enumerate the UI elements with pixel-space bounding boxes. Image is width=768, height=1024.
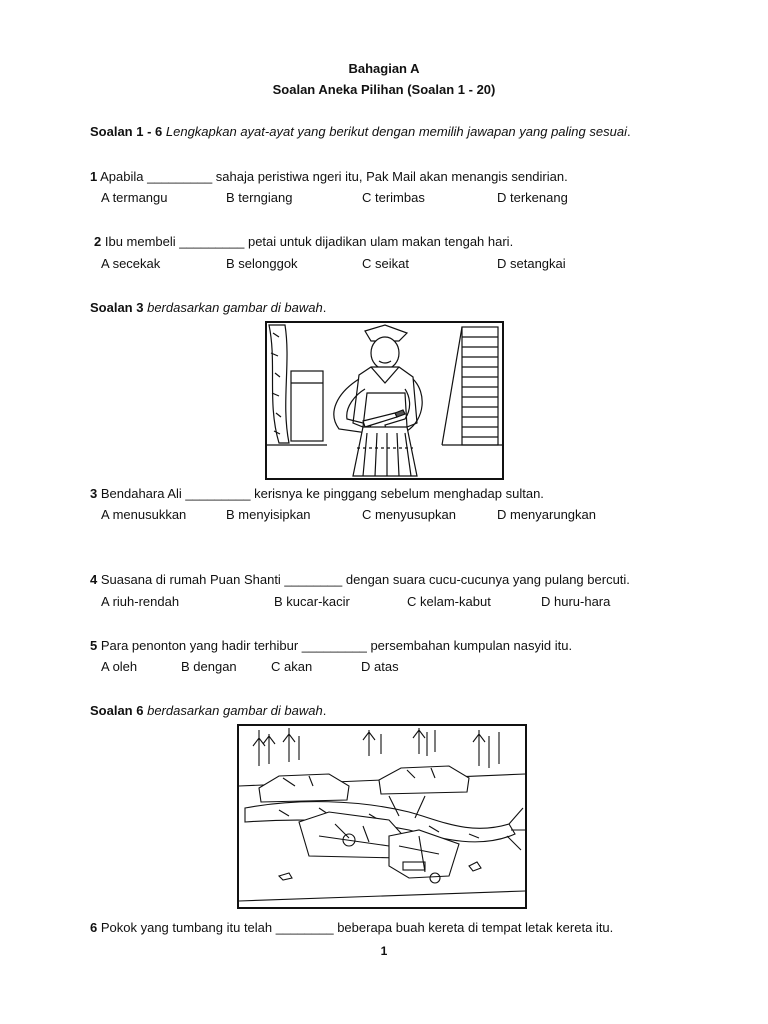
option-c[interactable]: C menyusupkan: [362, 507, 456, 522]
instruction-q6: Soalan 6 berdasarkan gambar di bawah.: [90, 703, 327, 718]
q3-picture: [265, 321, 504, 480]
option-c[interactable]: C terimbas: [362, 190, 425, 205]
option-b[interactable]: B menyisipkan: [226, 507, 311, 522]
instruction-label: Soalan 3: [90, 300, 144, 315]
question-number: 2: [94, 234, 102, 249]
instruction-q3: Soalan 3 berdasarkan gambar di bawah.: [90, 300, 327, 315]
q6-picture: [237, 724, 527, 909]
option-c[interactable]: C kelam-kabut: [407, 594, 491, 609]
option-d[interactable]: D atas: [361, 659, 399, 674]
option-b[interactable]: B kucar-kacir: [274, 594, 350, 609]
option-a[interactable]: A oleh: [101, 659, 138, 674]
instruction-text: Lengkapkan ayat-ayat yang berikut dengan memilih jawapan yang paling sesuai: [165, 124, 627, 139]
option-b[interactable]: B dengan: [181, 659, 237, 674]
man-tucking-keris-icon: [267, 323, 502, 478]
question-text: Bendahara Ali _________ kerisnya ke pinggang sebelum menghadap sultan.: [100, 486, 544, 501]
question-3: [90, 486, 544, 501]
question-4: [90, 572, 630, 587]
option-b[interactable]: B selonggok: [226, 256, 298, 271]
page-number: 1: [380, 944, 388, 958]
instruction-text: berdasarkan gambar di bawah: [147, 300, 323, 315]
option-c[interactable]: C akan: [271, 659, 313, 674]
option-c[interactable]: C seikat: [362, 256, 409, 271]
option-d[interactable]: D setangkai: [497, 256, 566, 271]
option-a[interactable]: A termangu: [101, 190, 168, 205]
instruction-label: Soalan 6: [90, 703, 144, 718]
question-number: 4: [90, 572, 98, 587]
question-6: [90, 920, 613, 935]
question-1: [90, 169, 568, 184]
option-a[interactable]: A secekak: [101, 256, 161, 271]
option-b[interactable]: B terngiang: [226, 190, 293, 205]
question-number: 5: [90, 638, 98, 653]
option-d[interactable]: D huru-hara: [541, 594, 611, 609]
fallen-tree-on-cars-icon: [239, 726, 525, 907]
question-text: Para penonton yang hadir terhibur _________ persembahan kumpulan nasyid itu.: [100, 638, 573, 653]
instruction-label: Soalan 1 - 6: [90, 124, 163, 139]
question-text: Ibu membeli _________ petai untuk dijadikan ulam makan tengah hari.: [104, 234, 514, 249]
question-number: 1: [90, 169, 98, 184]
question-5: [90, 638, 572, 653]
section-title: Bahagian A: [348, 61, 420, 76]
option-d[interactable]: D terkenang: [497, 190, 568, 205]
section-subtitle: Soalan Aneka Pilihan (Soalan 1 - 20): [272, 82, 496, 97]
option-a[interactable]: A riuh-rendah: [101, 594, 180, 609]
option-d[interactable]: D menyarungkan: [497, 507, 596, 522]
question-2: [94, 234, 513, 249]
question-text: Pokok yang tumbang itu telah ________ beberapa buah kereta di tempat letak kereta itu.: [100, 920, 614, 935]
instruction-text: berdasarkan gambar di bawah: [147, 703, 323, 718]
instruction-q1-6: Soalan 1 - 6 Lengkapkan ayat-ayat yang berikut dengan memilih jawapan yang paling sesuai.: [90, 124, 631, 139]
question-text: Suasana di rumah Puan Shanti ________ dengan suara cucu-cucunya yang pulang bercuti.: [100, 572, 630, 587]
question-number: 6: [90, 920, 98, 935]
option-a[interactable]: A menusukkan: [101, 507, 187, 522]
question-number: 3: [90, 486, 98, 501]
question-text: Apabila _________ sahaja peristiwa ngeri itu, Pak Mail akan menangis sendirian.: [100, 169, 568, 184]
